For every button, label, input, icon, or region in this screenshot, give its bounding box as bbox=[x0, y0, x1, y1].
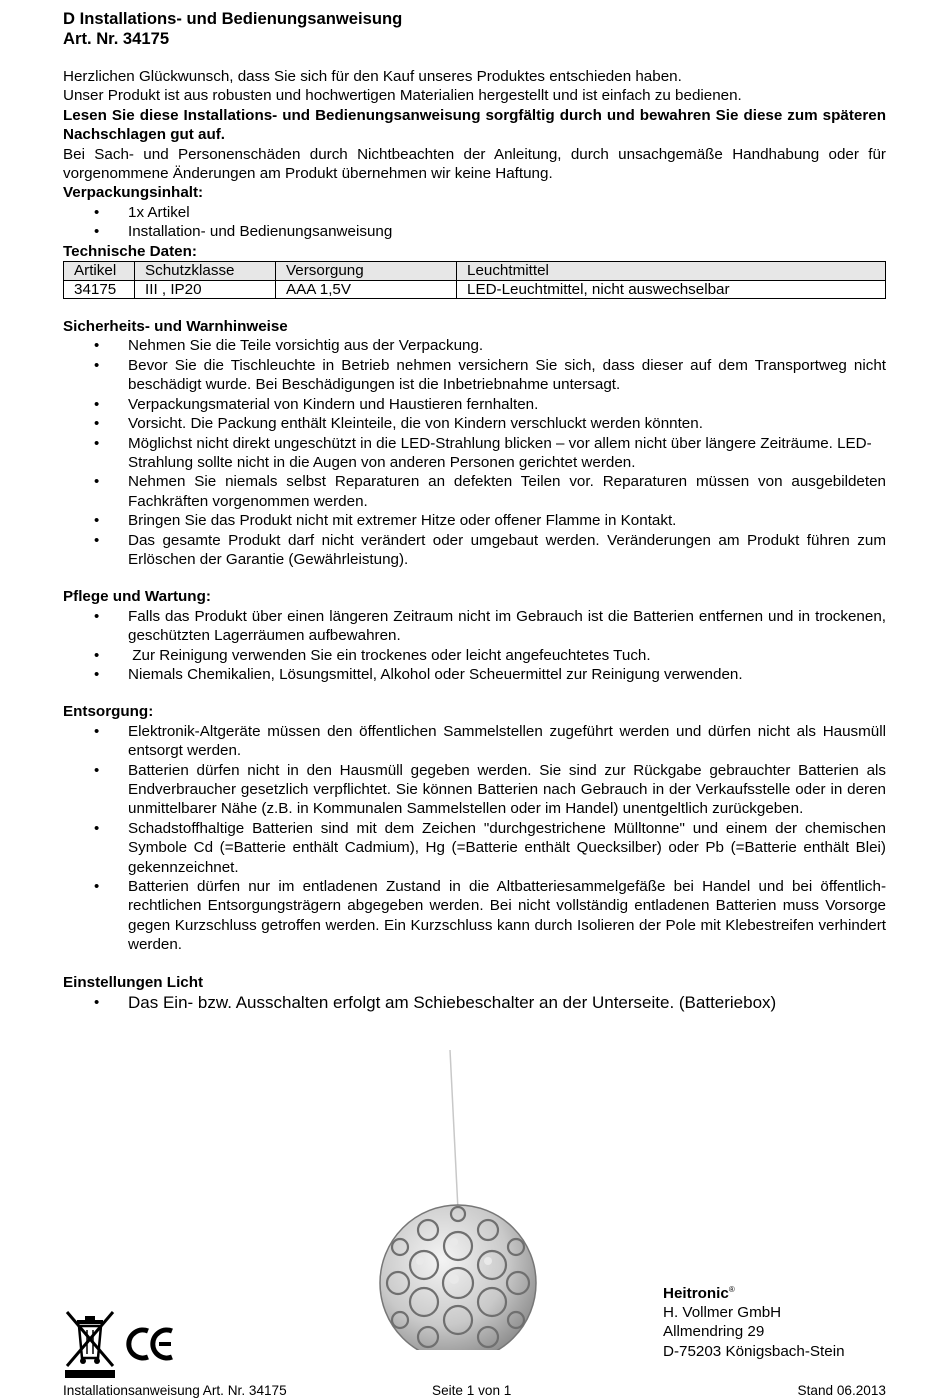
list-item: • Batterien dürfen nur im entladenen Zustand in die Altbatteriesammelgefäße bei Handel und bei öffentlich-rechtlichen Entsorgungsträgern abgegeben werden. Bei nicht vollständig entladenen Batterien muss Vorsorge gegen Kurzschluss getroffen werden. Ein Kurzschluss kann durch Isolieren der Pole mit Klebestreifen verhindert werden. bbox=[63, 877, 886, 955]
list-item: • Vorsicht. Die Packung enthält Kleinteile, die von Kindern verschluckt werden könnten. bbox=[63, 414, 886, 433]
list-item: • Elektronik-Altgeräte müssen den öffentlichen Sammelstellen zugeführt werden und dürfen nicht als Hausmüll entsorgt werden. bbox=[63, 722, 886, 761]
ce-mark-icon bbox=[126, 1325, 176, 1363]
tech-heading: Technische Daten: bbox=[63, 242, 197, 260]
package-list bbox=[63, 203, 886, 242]
footer-left: Installationsanweisung Art. Nr. 34175 bbox=[63, 1383, 287, 1398]
table-cell: 34175 bbox=[64, 280, 135, 299]
table-cell: AAA 1,5V bbox=[276, 280, 457, 299]
company-brand bbox=[663, 1280, 845, 1303]
document-body bbox=[63, 9, 886, 1013]
list-item: • Niemals Chemikalien, Lösungsmittel, Alkohol oder Scheuermittel zur Reinigung verwenden. bbox=[63, 665, 886, 684]
product-image bbox=[300, 1050, 620, 1350]
table-cell: LED-Leuchtmittel, nicht auswechselbar bbox=[457, 280, 886, 299]
list-item: • Das gesamte Produkt darf nicht verändert oder umgebaut werden. Veränderungen am Produkt führen zum Erlöschen der Garantie (Gewährleistung). bbox=[63, 531, 886, 570]
footer-page-number: Seite 1 von 1 bbox=[432, 1383, 512, 1398]
care-heading: Pflege und Wartung: bbox=[63, 588, 211, 606]
care-list bbox=[63, 607, 886, 685]
company-street: Allmendring 29 bbox=[663, 1323, 765, 1341]
safety-list bbox=[63, 336, 886, 569]
weee-bin-icon bbox=[63, 1308, 117, 1380]
disposal-list bbox=[63, 722, 886, 955]
light-heading: Einstellungen Licht bbox=[63, 973, 204, 991]
light-list bbox=[63, 992, 886, 1013]
list-item: • Nehmen Sie die Teile vorsichtig aus der Verpackung. bbox=[63, 336, 886, 355]
list-item: • Verpackungsmaterial von Kindern und Haustieren fernhalten. bbox=[63, 395, 886, 414]
intro-paragraph-2: Unser Produkt ist aus robusten und hochwertigen Materialien hergestellt und ist einfach zu bedienen. bbox=[63, 87, 742, 105]
list-item: • Installation- und Bedienungsanweisung bbox=[63, 222, 886, 241]
table-row bbox=[64, 280, 886, 299]
company-address bbox=[663, 1280, 845, 1361]
list-item: • Zur Reinigung verwenden Sie ein trockenes oder leicht angefeuchtetes Tuch. bbox=[63, 646, 886, 665]
footer-date: Stand 06.2013 bbox=[797, 1383, 886, 1398]
list-item: • Das Ein- bzw. Ausschalten erfolgt am Schiebeschalter an der Unterseite. (Batteriebox) bbox=[63, 992, 886, 1013]
registered-mark: ® bbox=[728, 1285, 735, 1294]
table-header-row bbox=[64, 262, 886, 281]
list-item: • 1x Artikel bbox=[63, 203, 886, 222]
company-name: H. Vollmer GmbH bbox=[663, 1304, 782, 1322]
package-heading: Verpackungsinhalt: bbox=[63, 184, 204, 202]
list-item: • Falls das Produkt über einen längeren Zeitraum nicht im Gebrauch ist die Batterien entfernen und in trockenen, geschützten Lagerräumen aufbewahren. bbox=[63, 607, 886, 646]
safety-heading: Sicherheits- und Warnhinweise bbox=[63, 318, 288, 336]
brand-name: Heitronic bbox=[663, 1285, 729, 1303]
list-item: • Schadstoffhaltige Batterien sind mit dem Zeichen "durchgestrichene Mülltonne" und einem der chemischen Symbole Cd (=Batterie enthält Cadmium), Hg (=Batterie enthält Quecksilber) oder Pb (=Batterie enthält Blei) gekennzeichnet. bbox=[63, 819, 886, 877]
disposal-heading: Entsorgung: bbox=[63, 703, 154, 721]
intro-paragraph-3: Lesen Sie diese Installations- und Bedienungsanweisung sorgfältig durch und bewahren Sie diese zum späteren Nachschlagen gut auf. bbox=[63, 106, 886, 144]
table-header-cell: Artikel bbox=[64, 262, 135, 281]
intro-paragraph-1: Herzlichen Glückwunsch, dass Sie sich für den Kauf unseres Produktes entschieden haben. bbox=[63, 68, 682, 85]
list-item: • Bevor Sie die Tischleuchte in Betrieb nehmen versichern Sie sich, dass dieser auf dem Transportweg nicht beschädigt wurde. Bei Beschädigungen ist die Inbetriebnahme untersagt. bbox=[63, 356, 886, 395]
company-city: D-75203 Königsbach-Stein bbox=[663, 1342, 845, 1360]
article-number: Art. Nr. 34175 bbox=[63, 29, 170, 48]
table-header-cell: Schutzklasse bbox=[135, 262, 276, 281]
list-item: • Nehmen Sie niemals selbst Reparaturen an defekten Teilen vor. Reparaturen müssen von ausgebildeten Fachkräften vorgenommen werden. bbox=[63, 472, 886, 511]
intro-paragraph-4: Bei Sach- und Personenschäden durch Nichtbeachten der Anleitung, durch unsachgemäße Handhabung oder für vorgenommene Änderungen am Produkt übernehmen wir keine Haftung. bbox=[63, 145, 886, 183]
document-title: D Installations- und Bedienungsanweisung bbox=[63, 9, 403, 28]
tech-table bbox=[63, 261, 886, 299]
table-header-cell: Leuchtmittel bbox=[457, 262, 886, 281]
table-cell: III , IP20 bbox=[135, 280, 276, 299]
table-header-cell: Versorgung bbox=[276, 262, 457, 281]
list-item: • Batterien dürfen nicht in den Hausmüll gegeben werden. Sie sind zur Rückgabe gebrauchter Batterien als Endverbraucher gesetzlich verpflichtet. Sie können Batterien nach Gebrauch in der Verkaufsstelle oder in deren unmittelbarer Nähe (z.B. in Kommunalen Sammelstellen oder im Handel) unentgeltlich zurückgeben. bbox=[63, 761, 886, 819]
list-item: • Möglichst nicht direkt ungeschützt in die LED-Strahlung blicken – vor allem nicht über längere Zeiträume. LED-Strahlung sollte nicht in die Augen von anderen Personen gerichtet werden. bbox=[63, 434, 886, 473]
list-item: • Bringen Sie das Produkt nicht mit extremer Hitze oder offener Flamme in Kontakt. bbox=[63, 511, 886, 530]
